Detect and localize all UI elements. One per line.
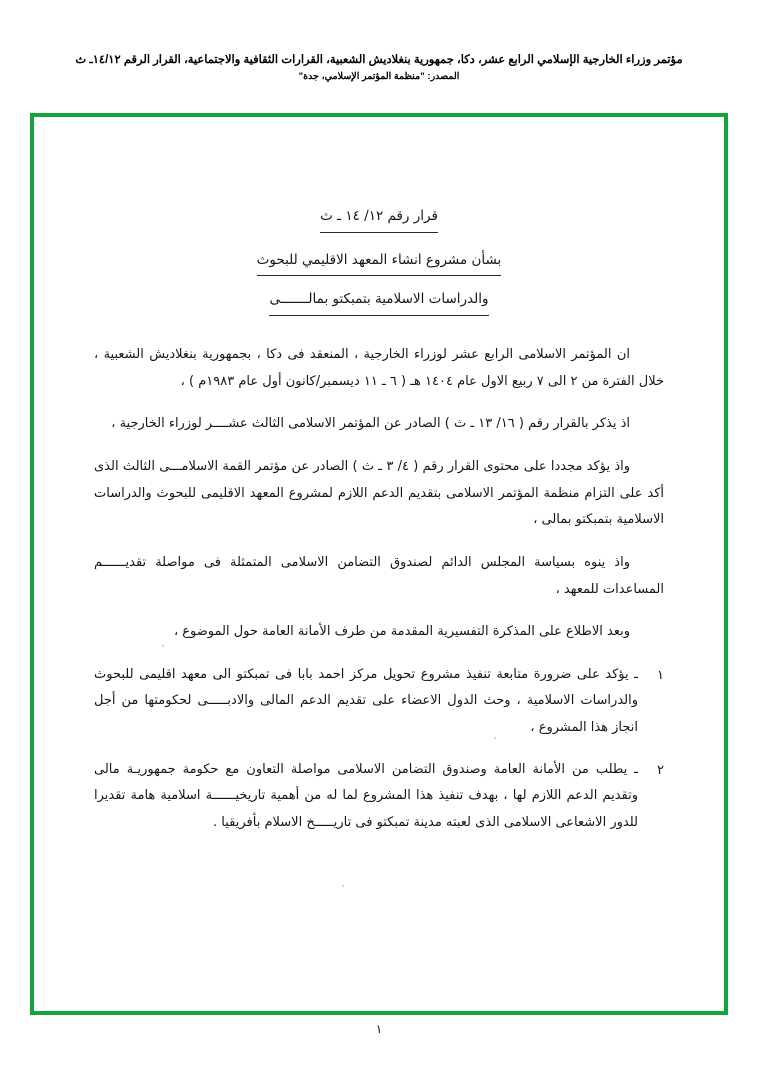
scan-speckle [162,645,164,647]
document-header [0,52,758,82]
scanned-document-body [42,125,716,1003]
preamble-paragraph-5: وبعد الاطلاع على المذكرة التفسيرية المقدمة من طرف الأمانة العامة حول الموضوع ، [173,624,630,640]
preamble-paragraph-4: واذ ينوه بسياسة المجلس الدائم لصندوق التضامن الاسلامى المتمثلة فى مواصلة تقديــــــم المساعدات للمعهد ، [94,554,664,597]
document-title-block [94,203,664,342]
scan-speckle [494,737,496,739]
resolution-title-line-1: بشأن مشروع انشاء المعهد الاقليمي للبحوث [257,247,502,277]
resolution-title-line-2: والدراسات الاسلامية بتمبكتو بمالـــــــى [269,286,488,316]
operative-item-2-number: ٢ [657,762,664,778]
scan-speckle [342,885,344,887]
header-source-line: المصدر: "منظمة المؤتمر الإسلامي، جدة" [298,71,460,82]
page-border-frame [30,113,728,1015]
preamble-paragraph-1: ان المؤتمر الاسلامى الرابع عشر لوزراء الخارجية ، المنعقد فى دكا ، بجمهورية بنغلاديش الشعبية ، خلال الفترة من ٢ الى ٧ ربيع الاول عام ١٤٠٤ هـ ( ٦ ـ ١١ ديسمبر/كانون أول عام ١٩٨٣م ) ، [94,347,664,389]
operative-item-2-text: ـ يطلب من الأمانة العامة وصندوق التضامن الاسلامى مواصلة التعاون مع حكومة جمهوريـة مالى وتقديم الدعم اللازم لها ، بهدف تنفيذ هذا المشروع لما له من أهمية تاريخيــــــة اسلامية هامة تقديرا للدور الاشعاعى الاسلامى الذى لعبته مدينة تمبكتو فى تاريـــــخ الاسلام بأفريقيا . [94,761,638,830]
page-number: ١ [375,1022,383,1036]
resolution-number: قرار رقم ١٢/ ١٤ ـ ث [320,203,438,233]
header-citation-line: مؤتمر وزراء الخارجية الإسلامي الرابع عشر، دكا، جمهورية بنغلاديش الشعبية، القرارات الثقافية والاجتماعية، القرار الرقم ١٤/١٢ـ ث [75,54,683,66]
operative-item-1-number: ١ [657,667,664,683]
operative-item-1-text: ـ يؤكد على ضرورة متابعة تنفيذ مشروع تحويل مركز احمد بابا فى تمبكتو الى معهد اقليمى للبحوث والدراسات الاسلامية ، وحث الدول الاعضاء على تقديم الدعم المالى والادبـــــى لحكومتها من أجل انجاز هذا المشروع ، [94,666,638,736]
page-content-area [42,125,716,1003]
preamble-paragraph-2: اذ يذكر بالقرار رقم ( ١٦/ ١٣ ـ ث ) الصادر عن المؤتمر الاسلامى الثالث عشــــر لوزراء الخارجية ، [111,416,630,432]
preamble-paragraph-3: واذ يؤكد مجددا على محتوى القرار رقم ( ٤/ ٣ ـ ث ) الصادر عن مؤتمر القمة الاسلامـــى الثالث الذى أكد على التزام منظمة المؤتمر الاسلامى بتقديم الدعم اللازم لمشروع المعهد الاقليمى للبحوث والدراسات الاسلامية بتمبكتو بمالى ، [94,458,664,528]
operative-item-1 [94,662,664,742]
operative-item-2 [94,757,664,837]
